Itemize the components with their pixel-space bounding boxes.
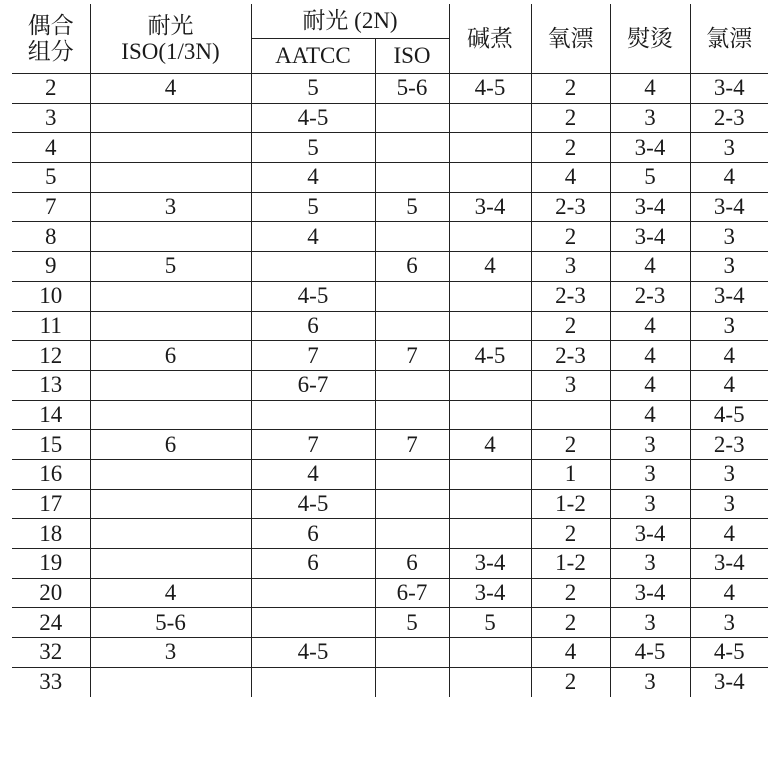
table-row bbox=[12, 667, 768, 697]
cell-chlorine: 3 bbox=[690, 489, 768, 519]
cell-chlorine: 4 bbox=[690, 370, 768, 400]
cell-oxygen: 4 bbox=[531, 638, 610, 668]
cell-light-iso-2n bbox=[375, 133, 449, 163]
cell-light-aatcc: 6 bbox=[251, 519, 375, 549]
cell-alkali: 4 bbox=[449, 252, 531, 282]
cell-iron: 4 bbox=[610, 74, 690, 104]
cell-light-iso bbox=[90, 489, 251, 519]
cell-light-iso: 6 bbox=[90, 430, 251, 460]
table-row bbox=[12, 459, 768, 489]
cell-group: 11 bbox=[12, 311, 90, 341]
cell-iron: 5 bbox=[610, 163, 690, 193]
cell-oxygen: 1-2 bbox=[531, 549, 610, 579]
table-row bbox=[12, 638, 768, 668]
cell-chlorine: 3 bbox=[690, 608, 768, 638]
cell-light-aatcc: 4 bbox=[251, 163, 375, 193]
cell-light-iso: 4 bbox=[90, 74, 251, 104]
cell-alkali bbox=[449, 163, 531, 193]
cell-light-iso-2n bbox=[375, 163, 449, 193]
cell-light-aatcc bbox=[251, 667, 375, 697]
cell-group: 7 bbox=[12, 192, 90, 222]
cell-oxygen: 2 bbox=[531, 667, 610, 697]
cell-chlorine: 4-5 bbox=[690, 400, 768, 430]
cell-chlorine: 3-4 bbox=[690, 74, 768, 104]
table-row bbox=[12, 489, 768, 519]
cell-light-iso-2n bbox=[375, 489, 449, 519]
cell-light-iso-2n bbox=[375, 103, 449, 133]
table-header bbox=[12, 4, 768, 74]
cell-chlorine: 3 bbox=[690, 222, 768, 252]
cell-group: 18 bbox=[12, 519, 90, 549]
cell-oxygen: 3 bbox=[531, 370, 610, 400]
table-row bbox=[12, 370, 768, 400]
cell-light-iso-2n: 6 bbox=[375, 549, 449, 579]
cell-light-iso-2n bbox=[375, 459, 449, 489]
table-row bbox=[12, 400, 768, 430]
cell-light-iso bbox=[90, 222, 251, 252]
cell-oxygen: 1-2 bbox=[531, 489, 610, 519]
cell-light-iso: 3 bbox=[90, 638, 251, 668]
cell-oxygen: 2-3 bbox=[531, 192, 610, 222]
table-row bbox=[12, 608, 768, 638]
cell-light-aatcc: 4-5 bbox=[251, 281, 375, 311]
cell-light-iso-2n bbox=[375, 281, 449, 311]
cell-light-iso: 5 bbox=[90, 252, 251, 282]
cell-light-aatcc: 4-5 bbox=[251, 638, 375, 668]
table-row bbox=[12, 549, 768, 579]
cell-iron: 3-4 bbox=[610, 192, 690, 222]
cell-light-iso-2n bbox=[375, 519, 449, 549]
cell-light-iso bbox=[90, 549, 251, 579]
cell-oxygen: 2 bbox=[531, 133, 610, 163]
cell-chlorine: 2-3 bbox=[690, 103, 768, 133]
cell-oxygen: 2-3 bbox=[531, 341, 610, 371]
cell-iron: 3 bbox=[610, 430, 690, 460]
cell-chlorine: 2-3 bbox=[690, 430, 768, 460]
header-light-2n: 耐光 (2N) bbox=[251, 4, 449, 39]
header-aatcc: AATCC bbox=[251, 39, 375, 74]
table-row bbox=[12, 252, 768, 282]
cell-iron: 3 bbox=[610, 549, 690, 579]
cell-oxygen: 2 bbox=[531, 74, 610, 104]
cell-chlorine: 3-4 bbox=[690, 281, 768, 311]
table-row bbox=[12, 133, 768, 163]
header-chlorine: 氯漂 bbox=[690, 4, 768, 74]
cell-light-aatcc: 4 bbox=[251, 222, 375, 252]
fastness-table bbox=[12, 4, 768, 697]
cell-group: 17 bbox=[12, 489, 90, 519]
cell-oxygen: 2 bbox=[531, 608, 610, 638]
cell-group: 32 bbox=[12, 638, 90, 668]
cell-iron: 2-3 bbox=[610, 281, 690, 311]
cell-alkali bbox=[449, 638, 531, 668]
cell-iron: 3 bbox=[610, 608, 690, 638]
cell-light-iso bbox=[90, 311, 251, 341]
cell-group: 15 bbox=[12, 430, 90, 460]
cell-group: 4 bbox=[12, 133, 90, 163]
cell-light-iso-2n: 6 bbox=[375, 252, 449, 282]
cell-light-iso: 5-6 bbox=[90, 608, 251, 638]
cell-group: 9 bbox=[12, 252, 90, 282]
cell-chlorine: 3-4 bbox=[690, 549, 768, 579]
cell-alkali: 4-5 bbox=[449, 74, 531, 104]
cell-iron: 3-4 bbox=[610, 133, 690, 163]
table-row bbox=[12, 311, 768, 341]
cell-chlorine: 4 bbox=[690, 341, 768, 371]
cell-chlorine: 4-5 bbox=[690, 638, 768, 668]
cell-alkali: 5 bbox=[449, 608, 531, 638]
header-iso: ISO bbox=[375, 39, 449, 74]
cell-oxygen: 3 bbox=[531, 252, 610, 282]
table-row bbox=[12, 341, 768, 371]
header-group: 偶合 组分 bbox=[12, 4, 90, 74]
cell-alkali bbox=[449, 311, 531, 341]
cell-light-aatcc: 5 bbox=[251, 192, 375, 222]
cell-light-aatcc: 5 bbox=[251, 74, 375, 104]
cell-alkali bbox=[449, 103, 531, 133]
cell-light-aatcc: 4 bbox=[251, 459, 375, 489]
cell-alkali bbox=[449, 222, 531, 252]
cell-oxygen: 2 bbox=[531, 222, 610, 252]
cell-iron: 4 bbox=[610, 252, 690, 282]
cell-iron: 3-4 bbox=[610, 222, 690, 252]
cell-light-iso bbox=[90, 281, 251, 311]
header-light-iso: 耐光 ISO(1/3N) bbox=[90, 4, 251, 74]
cell-group: 5 bbox=[12, 163, 90, 193]
cell-oxygen: 1 bbox=[531, 459, 610, 489]
table-row bbox=[12, 430, 768, 460]
cell-light-iso bbox=[90, 400, 251, 430]
cell-light-aatcc bbox=[251, 608, 375, 638]
cell-light-aatcc: 6-7 bbox=[251, 370, 375, 400]
cell-group: 16 bbox=[12, 459, 90, 489]
cell-light-iso-2n: 5-6 bbox=[375, 74, 449, 104]
cell-iron: 3 bbox=[610, 459, 690, 489]
cell-iron: 4 bbox=[610, 370, 690, 400]
cell-alkali bbox=[449, 667, 531, 697]
cell-chlorine: 3 bbox=[690, 311, 768, 341]
cell-light-iso-2n bbox=[375, 638, 449, 668]
cell-alkali bbox=[449, 400, 531, 430]
cell-chlorine: 4 bbox=[690, 163, 768, 193]
header-alkali: 碱煮 bbox=[449, 4, 531, 74]
cell-light-iso-2n bbox=[375, 222, 449, 252]
cell-iron: 3 bbox=[610, 489, 690, 519]
table-body bbox=[12, 74, 768, 697]
cell-group: 2 bbox=[12, 74, 90, 104]
cell-light-iso-2n: 7 bbox=[375, 430, 449, 460]
cell-light-iso: 4 bbox=[90, 578, 251, 608]
cell-alkali bbox=[449, 489, 531, 519]
cell-light-iso-2n bbox=[375, 400, 449, 430]
header-oxygen: 氧漂 bbox=[531, 4, 610, 74]
cell-oxygen: 2 bbox=[531, 311, 610, 341]
cell-alkali bbox=[449, 133, 531, 163]
cell-light-iso bbox=[90, 133, 251, 163]
cell-light-iso bbox=[90, 667, 251, 697]
cell-light-iso-2n: 5 bbox=[375, 192, 449, 222]
table-row bbox=[12, 281, 768, 311]
cell-oxygen bbox=[531, 400, 610, 430]
cell-oxygen: 2 bbox=[531, 578, 610, 608]
cell-oxygen: 2 bbox=[531, 430, 610, 460]
cell-iron: 4-5 bbox=[610, 638, 690, 668]
cell-oxygen: 2-3 bbox=[531, 281, 610, 311]
cell-chlorine: 3 bbox=[690, 133, 768, 163]
cell-oxygen: 2 bbox=[531, 519, 610, 549]
cell-alkali bbox=[449, 459, 531, 489]
table-row bbox=[12, 578, 768, 608]
cell-group: 33 bbox=[12, 667, 90, 697]
cell-light-aatcc: 6 bbox=[251, 311, 375, 341]
cell-iron: 4 bbox=[610, 341, 690, 371]
cell-light-iso: 3 bbox=[90, 192, 251, 222]
table-row bbox=[12, 74, 768, 104]
cell-chlorine: 4 bbox=[690, 578, 768, 608]
cell-light-aatcc: 7 bbox=[251, 341, 375, 371]
cell-oxygen: 2 bbox=[531, 103, 610, 133]
cell-group: 14 bbox=[12, 400, 90, 430]
cell-group: 24 bbox=[12, 608, 90, 638]
table-row bbox=[12, 103, 768, 133]
cell-light-iso-2n bbox=[375, 667, 449, 697]
cell-chlorine: 3-4 bbox=[713, 669, 745, 695]
cell-group: 12 bbox=[12, 341, 90, 371]
cell-alkali bbox=[449, 370, 531, 400]
cell-light-iso bbox=[90, 519, 251, 549]
cell-group: 10 bbox=[12, 281, 90, 311]
cell-light-iso bbox=[90, 459, 251, 489]
cell-light-aatcc: 4-5 bbox=[251, 489, 375, 519]
cell-light-aatcc: 7 bbox=[251, 430, 375, 460]
table-row bbox=[12, 192, 768, 222]
cell-light-aatcc: 6 bbox=[251, 549, 375, 579]
cell-chlorine: 3-4 bbox=[690, 192, 768, 222]
cell-group: 20 bbox=[12, 578, 90, 608]
cell-alkali: 3-4 bbox=[449, 549, 531, 579]
cell-alkali: 3-4 bbox=[449, 578, 531, 608]
cell-alkali: 4-5 bbox=[449, 341, 531, 371]
cell-light-iso bbox=[90, 370, 251, 400]
cell-chlorine: 3 bbox=[690, 459, 768, 489]
cell-light-iso-2n: 6-7 bbox=[375, 578, 449, 608]
cell-light-aatcc bbox=[251, 252, 375, 282]
cell-light-iso-2n: 5 bbox=[375, 608, 449, 638]
cell-light-aatcc: 4-5 bbox=[251, 103, 375, 133]
header-iron: 熨烫 bbox=[610, 4, 690, 74]
cell-iron: 3-4 bbox=[610, 519, 690, 549]
cell-group: 19 bbox=[12, 549, 90, 579]
table-row bbox=[12, 163, 768, 193]
cell-light-aatcc: 5 bbox=[251, 133, 375, 163]
cell-group: 13 bbox=[12, 370, 90, 400]
cell-light-aatcc bbox=[251, 578, 375, 608]
cell-oxygen: 4 bbox=[531, 163, 610, 193]
cell-iron: 4 bbox=[610, 311, 690, 341]
cell-chlorine: 4 bbox=[690, 519, 768, 549]
table-row bbox=[12, 222, 768, 252]
cell-group: 3 bbox=[12, 103, 90, 133]
cell-iron: 4 bbox=[610, 400, 690, 430]
cell-alkali: 3-4 bbox=[449, 192, 531, 222]
cell-chlorine: 3 bbox=[690, 252, 768, 282]
cell-iron: 3 bbox=[610, 667, 690, 697]
cell-group: 8 bbox=[12, 222, 90, 252]
cell-light-iso-2n bbox=[375, 370, 449, 400]
cell-light-iso-2n bbox=[375, 311, 449, 341]
cell-light-aatcc bbox=[251, 400, 375, 430]
cell-light-iso bbox=[90, 103, 251, 133]
cell-alkali: 4 bbox=[449, 430, 531, 460]
cell-light-iso bbox=[90, 163, 251, 193]
cell-light-iso-2n: 7 bbox=[375, 341, 449, 371]
cell-iron: 3 bbox=[610, 103, 690, 133]
cell-alkali bbox=[449, 519, 531, 549]
cell-light-iso: 6 bbox=[90, 341, 251, 371]
cell-alkali bbox=[449, 281, 531, 311]
table-row bbox=[12, 519, 768, 549]
cell-iron: 3-4 bbox=[610, 578, 690, 608]
